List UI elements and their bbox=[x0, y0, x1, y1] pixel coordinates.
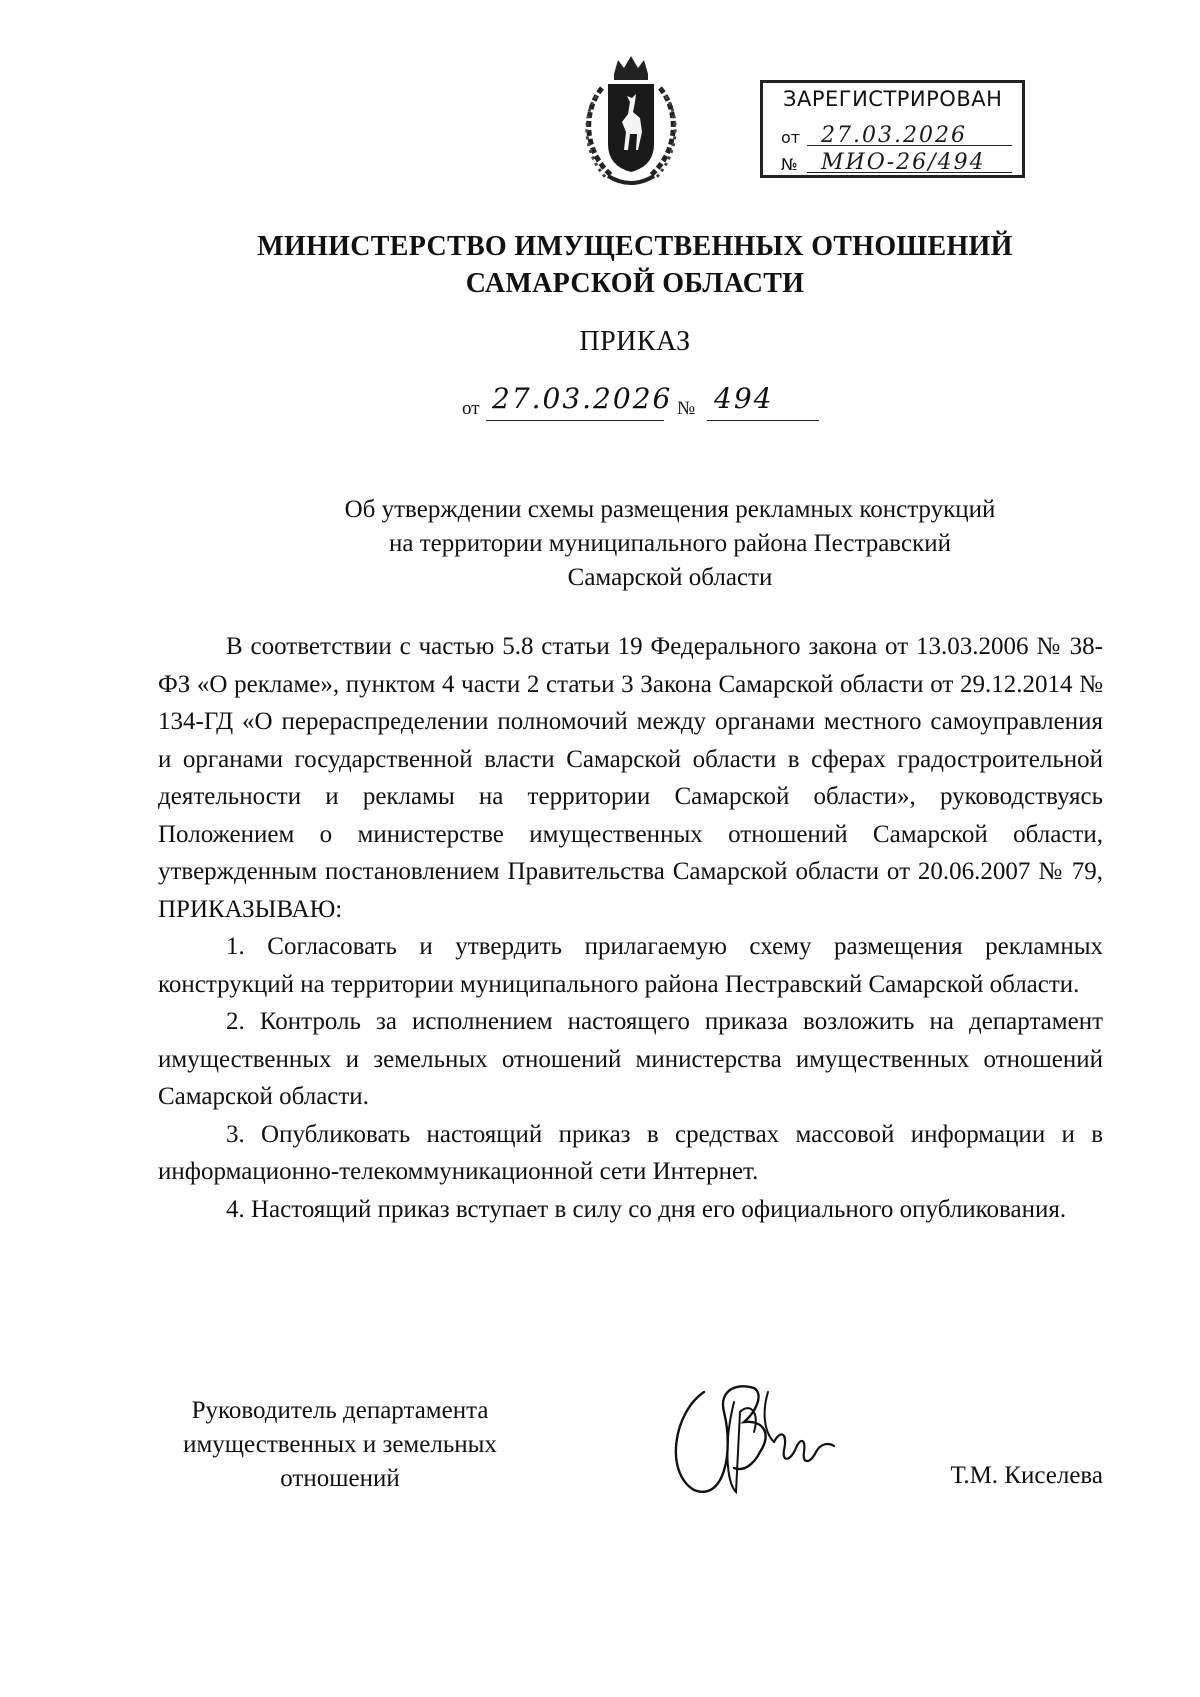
preamble-paragraph: В соответствии с частью 5.8 статьи 19 Федерального закона от 13.03.2006 № 38-ФЗ «О рекламе», пунктом 4 части 2 статьи 3 Закона Самарской области от 29.12.2014 № 134-ГД «О перераспределении полномочий между органами местного самоуправления и органами государственной власти Самарской области в сферах градостроительной деятельности и рекламы на территории Самарской области», руководствуясь Положением о министерстве имущественных отношений Самарской области, утвержденным постановлением Правительства Самарской области от 20.06.2007 № 79, ПРИКАЗЫВАЮ: bbox=[158, 633, 1103, 923]
stamp-number-value: МИО-26/494 bbox=[821, 150, 986, 175]
document-type: ПРИКАЗ bbox=[579, 326, 691, 357]
signatory-position bbox=[150, 1394, 530, 1496]
ministry-line-2: САМАРСКОЙ ОБЛАСТИ bbox=[465, 268, 805, 299]
subject-line-2: на территории муниципального района Пестравский bbox=[389, 530, 951, 557]
coat-of-arms-emblem bbox=[572, 52, 690, 192]
order-number-value: 494 bbox=[714, 382, 774, 415]
ministry-line-1: МИНИСТЕРСТВО ИМУЩЕСТВЕННЫХ ОТНОШЕНИЙ bbox=[257, 231, 1013, 262]
signer-name: Т.М. Киселева bbox=[950, 1462, 1103, 1489]
stamp-title: ЗАРЕГИСТРИРОВАН bbox=[783, 87, 1003, 111]
order-subject bbox=[250, 493, 1090, 595]
stamp-number-row bbox=[781, 147, 1012, 177]
order-item-1: 1. Согласовать и утвердить прилагаемую схему размещения рекламных конструкций на территории муниципального района Пестравский Самарской области. bbox=[158, 933, 1103, 998]
stamp-date-value: 27.03.2026 bbox=[821, 123, 967, 148]
order-date-label: от bbox=[462, 398, 480, 419]
order-number-underline bbox=[707, 420, 819, 421]
order-date-underline bbox=[486, 420, 664, 421]
order-date-value: 27.03.2026 bbox=[492, 382, 673, 415]
stamp-date-row bbox=[781, 120, 1012, 150]
signatory-position-line-2: имущественных и земельных bbox=[183, 1431, 497, 1458]
signatory-position-line-3: отношений bbox=[280, 1465, 400, 1492]
order-item-3: 3. Опубликовать настоящий приказ в средствах массовой информации и в информационно-телекоммуникационной сети Интернет. bbox=[158, 1120, 1103, 1185]
signatory-position-line-1: Руководитель департамента bbox=[191, 1397, 489, 1424]
order-body bbox=[158, 628, 1103, 1228]
order-item-2: 2. Контроль за исполнением настоящего приказа возложить на департамент имущественных и земельных отношений министерства имущественных отношений Самарской области. bbox=[158, 1008, 1103, 1110]
order-item-4: 4. Настоящий приказ вступает в силу со дня его официального опубликования. bbox=[226, 1195, 1067, 1223]
subject-line-1: Об утверждении схемы размещения рекламных конструкций bbox=[344, 496, 996, 523]
registration-stamp bbox=[760, 80, 1025, 178]
ministry-heading bbox=[0, 228, 1200, 302]
subject-line-3: Самарской области bbox=[567, 564, 773, 591]
order-number-label: № bbox=[677, 398, 696, 419]
handwritten-signature bbox=[664, 1372, 894, 1512]
order-number-line bbox=[462, 382, 822, 422]
stamp-date-label: от bbox=[781, 128, 801, 147]
stamp-number-label: № bbox=[781, 155, 798, 174]
